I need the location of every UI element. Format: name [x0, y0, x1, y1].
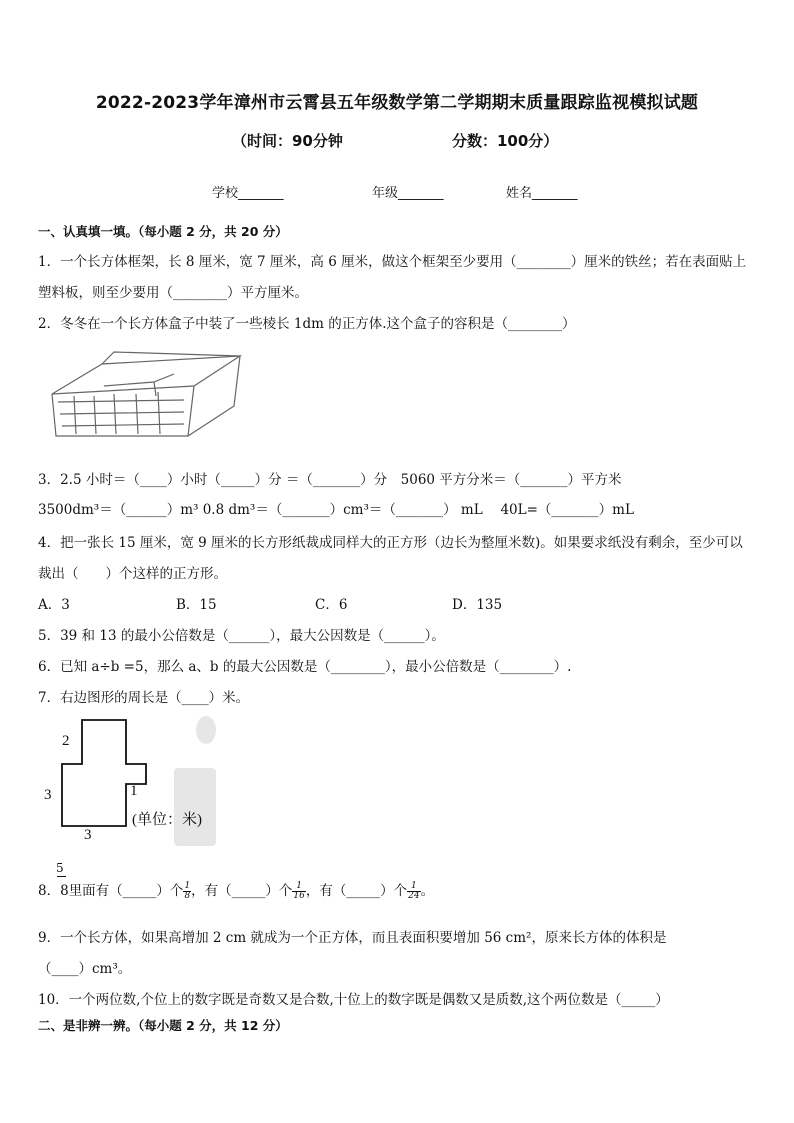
q8-fraction-bar [57, 876, 66, 877]
name-field[interactable]: 姓名_______ [506, 186, 578, 201]
q1-line2: 塑料板，则至少要用（________）平方厘米。 [38, 285, 308, 301]
exam-score: 分数：100分） [452, 132, 559, 150]
q7-text: 7．右边图形的周长是（____）米。 [38, 690, 250, 706]
q4-option-d[interactable]: D．135 [452, 597, 503, 613]
q8-fraction-denominator: 8 [60, 883, 69, 899]
q8-fraction-numerator: 5 [56, 861, 64, 875]
fraction-1-8: $\frac{1}{8}$ [184, 881, 191, 901]
q4-option-a[interactable]: A．3 [38, 597, 70, 613]
section-1-heading: 一、认真填一填。（每小题 2 分，共 20 分） [38, 224, 288, 239]
q3-line1: 3．2.5 小时＝（____）小时（_____）分 ＝（_______）分 5060 平方分米＝（_______）平方米 [38, 472, 622, 488]
q9-line1: 9．一个长方体，如果高增加 2 cm 就成为一个正方体，而且表面积要增加 56 cm²，原来长方体的体积是 [38, 930, 667, 946]
q10-text: 10．一个两位数,个位上的数字既是奇数又是合数,十位上的数字既是偶数又是质数,这个两位数是（_____） [38, 992, 669, 1008]
fraction-1-24: $\frac{1}{24}$ [408, 881, 420, 901]
q4-option-c[interactable]: C．6 [315, 597, 348, 613]
q6-text: 6．已知 a÷b =5，那么 a、b 的最大公因数是（________），最小公倍数是（________）. [38, 659, 572, 675]
q5-text: 5．39 和 13 的最小公倍数是（______），最大公因数是（______）。 [38, 628, 445, 644]
q2-text: 2．冬冬在一个长方体盒子中装了一些棱长 1dm 的正方体.这个盒子的容积是（________） [38, 316, 576, 332]
fraction-1-16: $\frac{1}{16}$ [293, 881, 305, 901]
figure-label-left: 3 [44, 787, 52, 803]
q4-line2: 裁出（ ）个这样的正方形。 [38, 566, 227, 582]
page-title: 2022-2023学年漳州市云霄县五年级数学第二学期期末质量跟踪监视模拟试题 [95, 93, 699, 113]
figure-label-top: 2 [62, 733, 70, 749]
school-field[interactable]: 学校_______ [212, 186, 284, 201]
q1-line1: 1．一个长方体框架，长 8 厘米，宽 7 厘米，高 6 厘米，做这个框架至少要用（________）厘米的铁丝；若在表面贴上 [38, 254, 747, 270]
box-with-cubes-figure [44, 346, 244, 442]
q4-line1: 4．把一张长 15 厘米，宽 9 厘米的长方形纸裁成同样大的正方形（边长为整厘米数)。如果要求纸没有剩余，至少可以 [38, 535, 743, 551]
q8-text: 8．8里面有（_____）个 $\frac{1}{8}$ ，有（_____）个 $\frac{1}{16}$ ，有（_____）个 $\frac{1}{24}$ 。 [38, 881, 435, 901]
section-2-heading: 二、是非辨一辨。（每小题 2 分，共 12 分） [38, 1018, 288, 1033]
grade-field[interactable]: 年级_______ [372, 186, 444, 201]
figure-unit-label: (单位：米) [132, 812, 202, 828]
q4-option-b[interactable]: B．15 [176, 597, 217, 613]
exam-time: （时间：90分钟 [232, 132, 343, 150]
q3-line2: 3500dm³＝（______）m³ 0.8 dm³＝（_______）cm³＝（_______） mL 40L=（_______）mL [38, 502, 634, 518]
figure-label-right: 1 [130, 783, 138, 799]
q9-line2: （____）cm³。 [38, 961, 132, 977]
figure-label-bottom: 3 [84, 827, 92, 843]
